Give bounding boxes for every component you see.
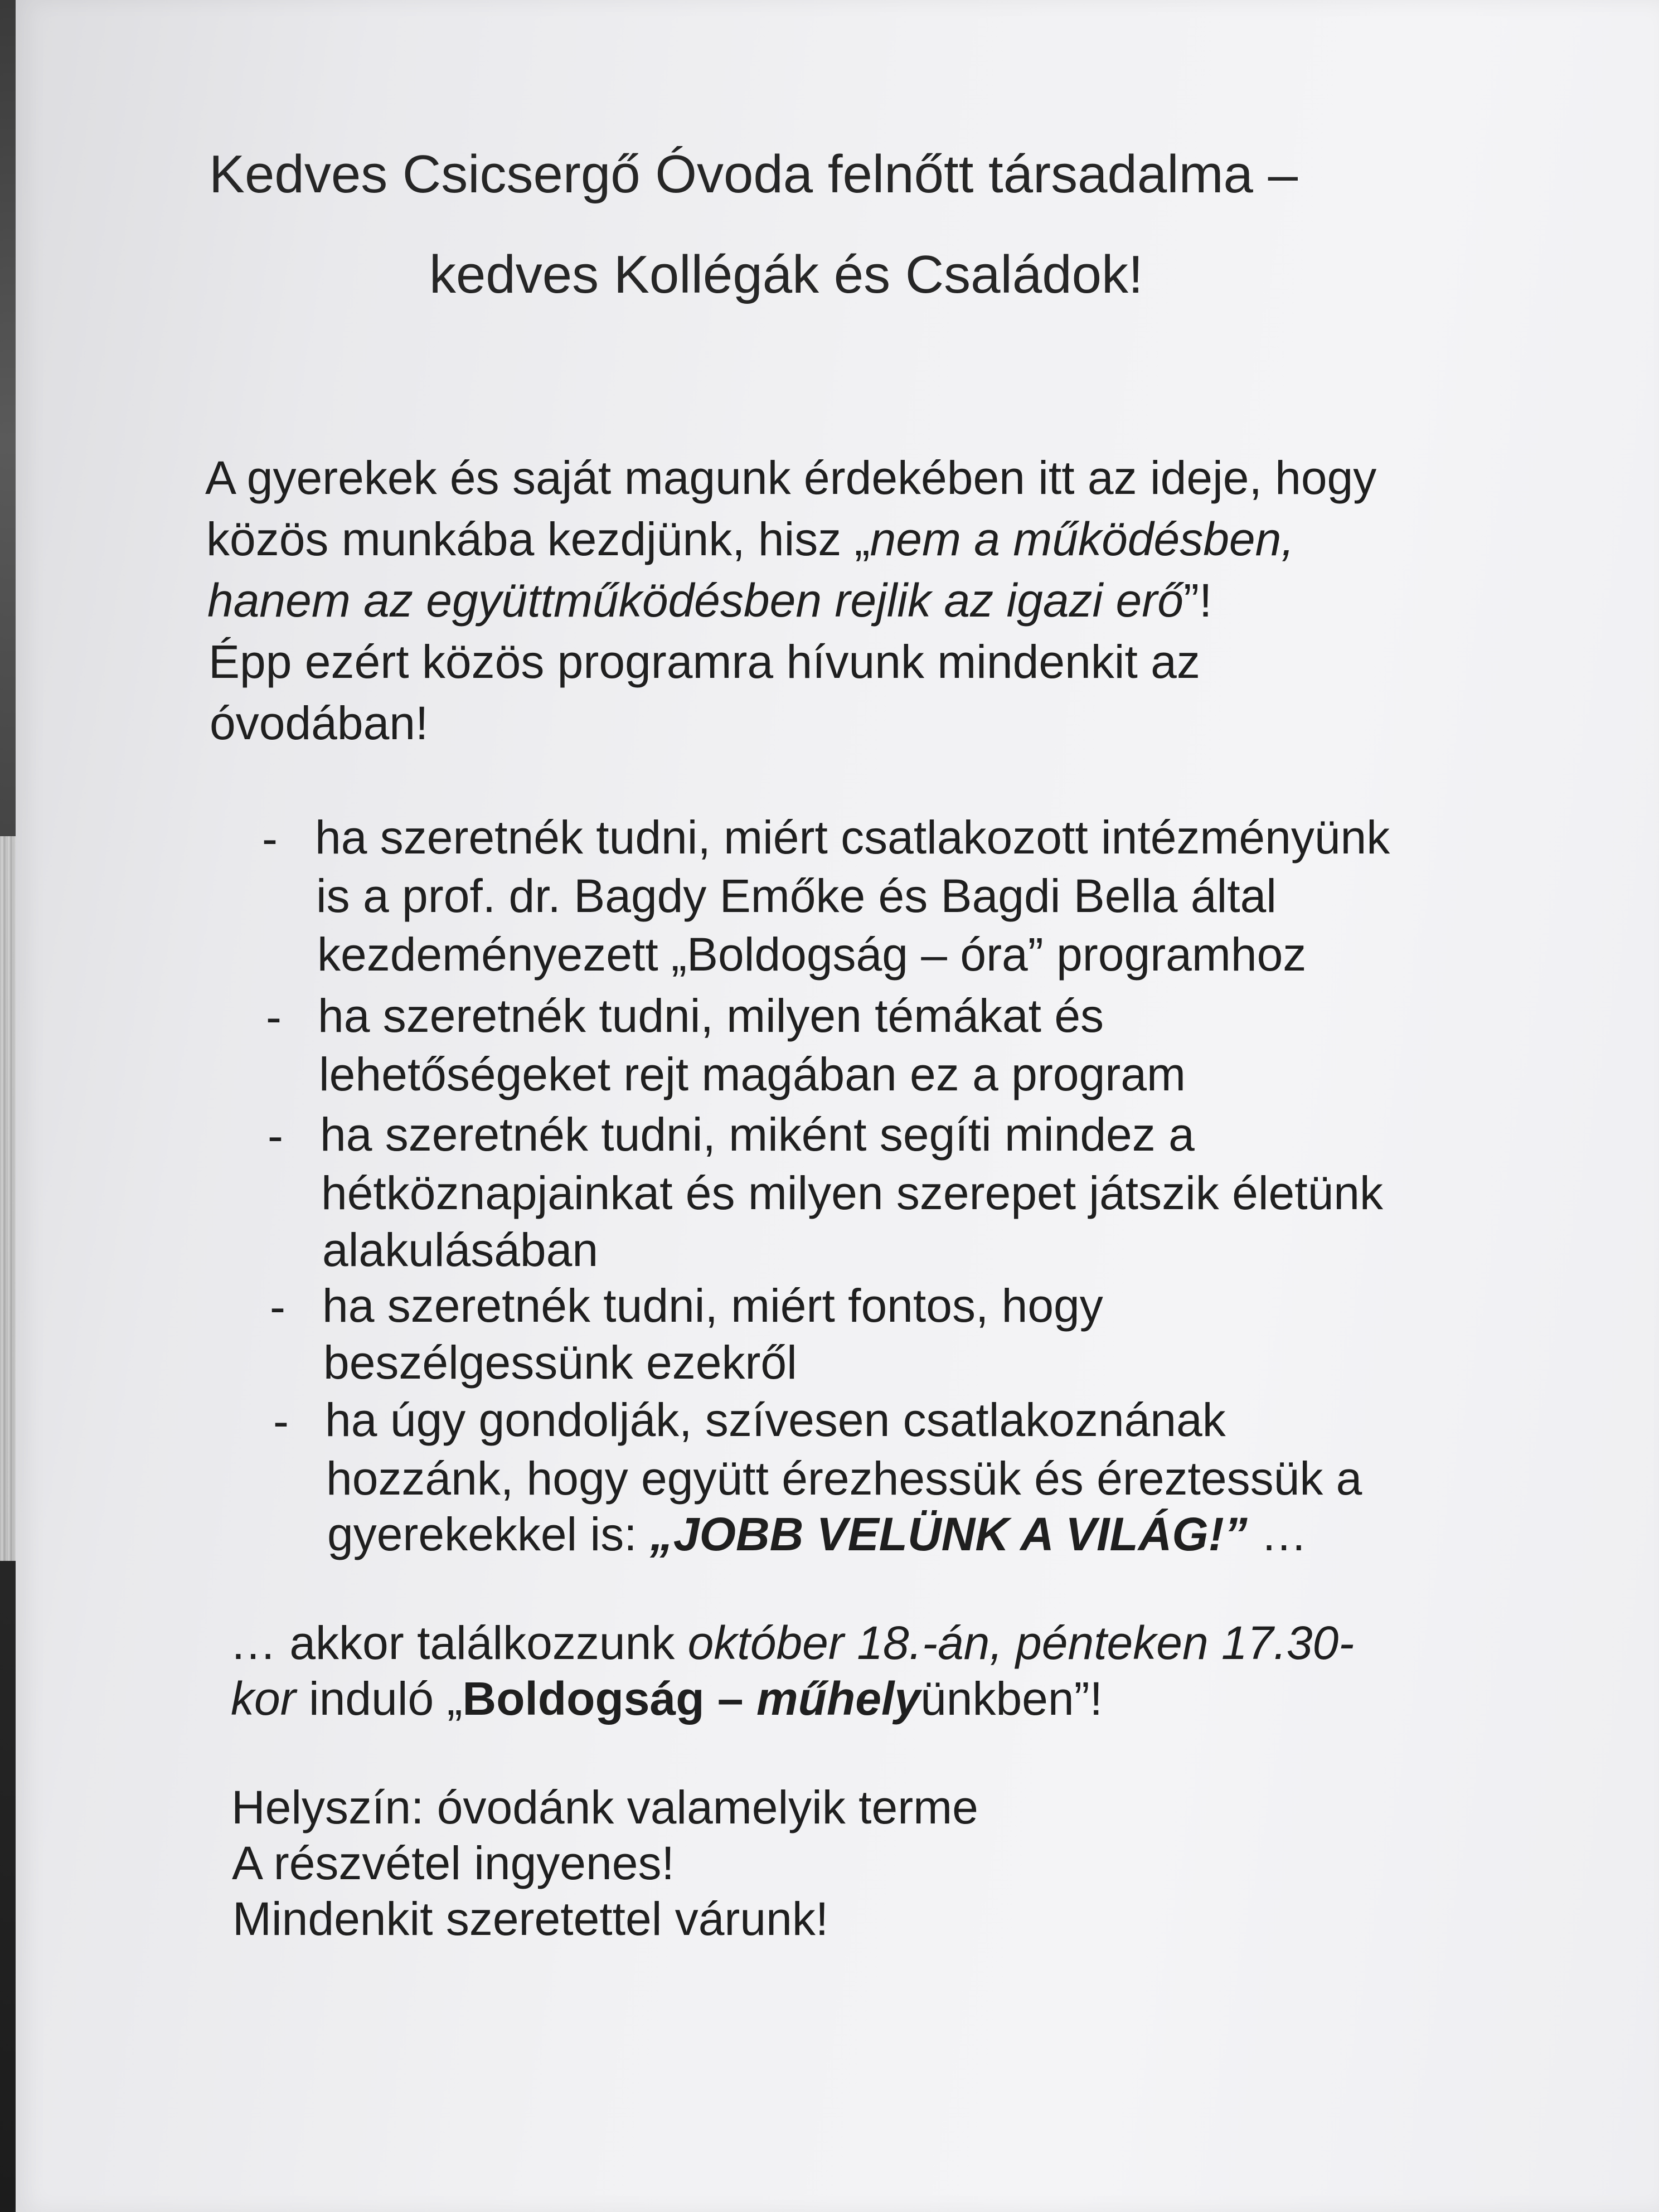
meeting-line-2-plain: induló „	[295, 1672, 463, 1725]
bullet-4-line-1: ha szeretnék tudni, miért fontos, hogy	[322, 1279, 1103, 1332]
bullet-1-line-2: is a prof. dr. Bagdy Emőke és Bagdi Bella által	[316, 870, 1277, 922]
meeting-line-1	[230, 1617, 1355, 1669]
intro-line-3-plain: ”!	[1183, 574, 1212, 627]
free-entry-line: A részvétel ingyenes!	[232, 1837, 675, 1889]
meeting-date-time: október 18.-án, pénteken 17.30-	[687, 1617, 1355, 1669]
workshop-name-tail: ünkben”!	[920, 1672, 1103, 1725]
bullet-dash-4: -	[270, 1280, 285, 1333]
intro-quote-end: hanem az együttműködésben rejlik az igazi erő	[207, 574, 1183, 627]
bullet-3-line-2: hétköznapjainkat és milyen szerepet játszik életünk	[321, 1167, 1384, 1219]
bullet-5-line-3	[327, 1508, 1308, 1560]
location-line: Helyszín: óvodánk valamelyik terme	[231, 1781, 978, 1833]
meeting-line-2	[231, 1672, 1103, 1725]
intro-line-5: óvodában!	[210, 697, 429, 749]
bullet-dash-2: -	[266, 991, 282, 1043]
bullet-5-ellipsis: …	[1247, 1508, 1308, 1560]
workshop-name-part-2: műhely	[756, 1672, 921, 1725]
bullet-dash-5: -	[273, 1395, 289, 1447]
bullet-5-line-3-plain: gyerekekkel is:	[327, 1508, 650, 1560]
bullet-5-line-1: ha úgy gondolják, szívesen csatlakoznának	[325, 1394, 1226, 1446]
meeting-time-suffix: kor	[231, 1672, 296, 1725]
heading-line-1: Kedves Csicsergő Óvoda felnőtt társadalma –	[209, 144, 1298, 204]
heading-line-2: kedves Kollégák és Családok!	[429, 245, 1143, 304]
welcome-line: Mindenkit szeretettel várunk!	[232, 1893, 829, 1945]
intro-line-2	[206, 513, 1294, 565]
bullet-5-line-2: hozzánk, hogy együtt érezhessük és éreztessük a	[326, 1452, 1362, 1505]
intro-line-4: Épp ezért közös programra hívunk mindenkit az	[208, 636, 1200, 688]
intro-quote-start: nem a működésben,	[870, 513, 1294, 565]
intro-line-3	[207, 574, 1212, 627]
meeting-line-1-plain: … akkor találkozzunk	[230, 1617, 688, 1669]
bullet-dash-3: -	[268, 1109, 283, 1162]
slogan: „JOBB VELÜNK A VILÁG!”	[649, 1508, 1248, 1560]
bullet-3-line-1: ha szeretnék tudni, miként segíti mindez a	[320, 1108, 1195, 1161]
bullet-3-line-3: alakulásában	[322, 1224, 599, 1276]
intro-line-1: A gyerekek és saját magunk érdekében itt az ideje, hogy	[205, 452, 1377, 504]
bullet-dash-1: -	[262, 812, 278, 865]
bullet-2-line-1: ha szeretnék tudni, milyen témákat és	[318, 989, 1104, 1042]
bullet-4-line-2: beszélgessünk ezekről	[323, 1336, 797, 1389]
bullet-1-line-1: ha szeretnék tudni, miért csatlakozott intézményünk	[315, 811, 1390, 864]
intro-line-2-plain: közös munkába kezdjünk, hisz „	[206, 513, 870, 565]
bullet-2-line-2: lehetőségeket rejt magában ez a program	[319, 1048, 1186, 1100]
bullet-1-line-3: kezdeményezett „Boldogság – óra” programhoz	[317, 928, 1307, 981]
workshop-name-part-1: Boldogság –	[462, 1672, 756, 1725]
